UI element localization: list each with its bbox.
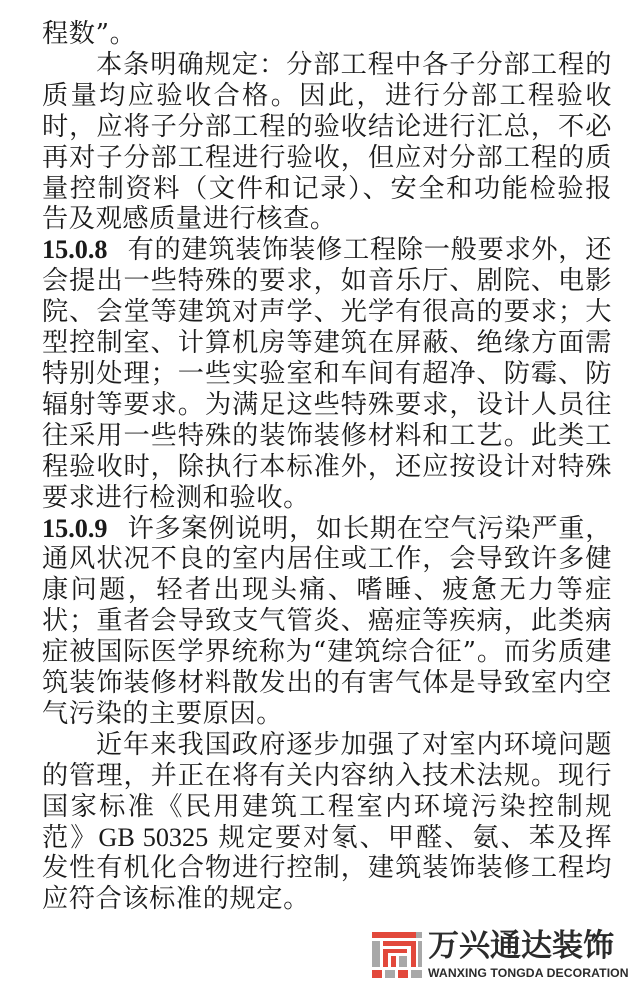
section-number: 15.0.9 (42, 513, 108, 543)
paragraph-continuation (42, 19, 612, 50)
company-logo (372, 930, 628, 982)
paragraph-text: 有的建筑装饰装修工程除一般要求外，还会提出一些特殊的要求，如音乐厅、剧院、电影院、会堂等建筑对声学、光学有很高的要求；大型控制室、计算机房等建筑在屏蔽、绝缘方面需特别处理；一些实验室和车间有超净、防霉、防辐射等要求。为满足这些特殊要求，设计人员往往采用一些特殊的装饰装修材料和工艺。此类工程验收时，除执行本标准外，还应按设计对特殊要求进行检测和验收。 (42, 235, 612, 513)
standard-code: GB 50325 (98, 822, 209, 852)
document-page (42, 19, 612, 915)
paragraph-text: 程数”。 (42, 19, 137, 49)
logo-name-chinese: 万兴通达装饰 (428, 928, 614, 964)
paragraph-subsection-acceptance (42, 50, 612, 235)
paragraph-text: 许多案例说明，如长期在空气污染严重，通风状况不良的室内居住或工作，会导致许多健康问题，轻者出现头痛、嗜睡、疲惫无力等症状；重者会导致支气管炎、癌症等疾病，此类病症被国际医学界统称为“建筑综合征”。而劣质建筑装饰装修材料散发出的有害气体是导致室内空气污染的主要原因。 (42, 513, 612, 729)
paragraph-text: 规定要对氡、甲醛、氨、苯及挥发性有机化合物进行控制，建筑装饰装修工程均应符合该标准的规定。 (42, 822, 612, 915)
logo-mark-icon (372, 932, 422, 978)
paragraph-text: 近年来我国政府逐步加强了对室内环境问题的管理，并正在将有关内容纳入技术法规。现行国家标准《民用建筑工程室内环境污染控制规范》 (42, 729, 612, 853)
logo-name-english: WANXING TONGDA DECORATION (428, 966, 629, 980)
clause-15-0-8 (42, 235, 612, 513)
paragraph-text: 本条明确规定：分部工程中各子分部工程的质量均应验收合格。因此，进行分部工程验收时，应将子分部工程的验收结论进行汇总，不必再对子分部工程进行验收，但应对分部工程的质量控制资料（文件和记录）、安全和功能检验报告及观感质量进行核查。 (42, 49, 612, 235)
paragraph-indoor-environment (42, 730, 612, 915)
section-number: 15.0.8 (42, 235, 108, 265)
clause-15-0-9 (42, 514, 612, 730)
